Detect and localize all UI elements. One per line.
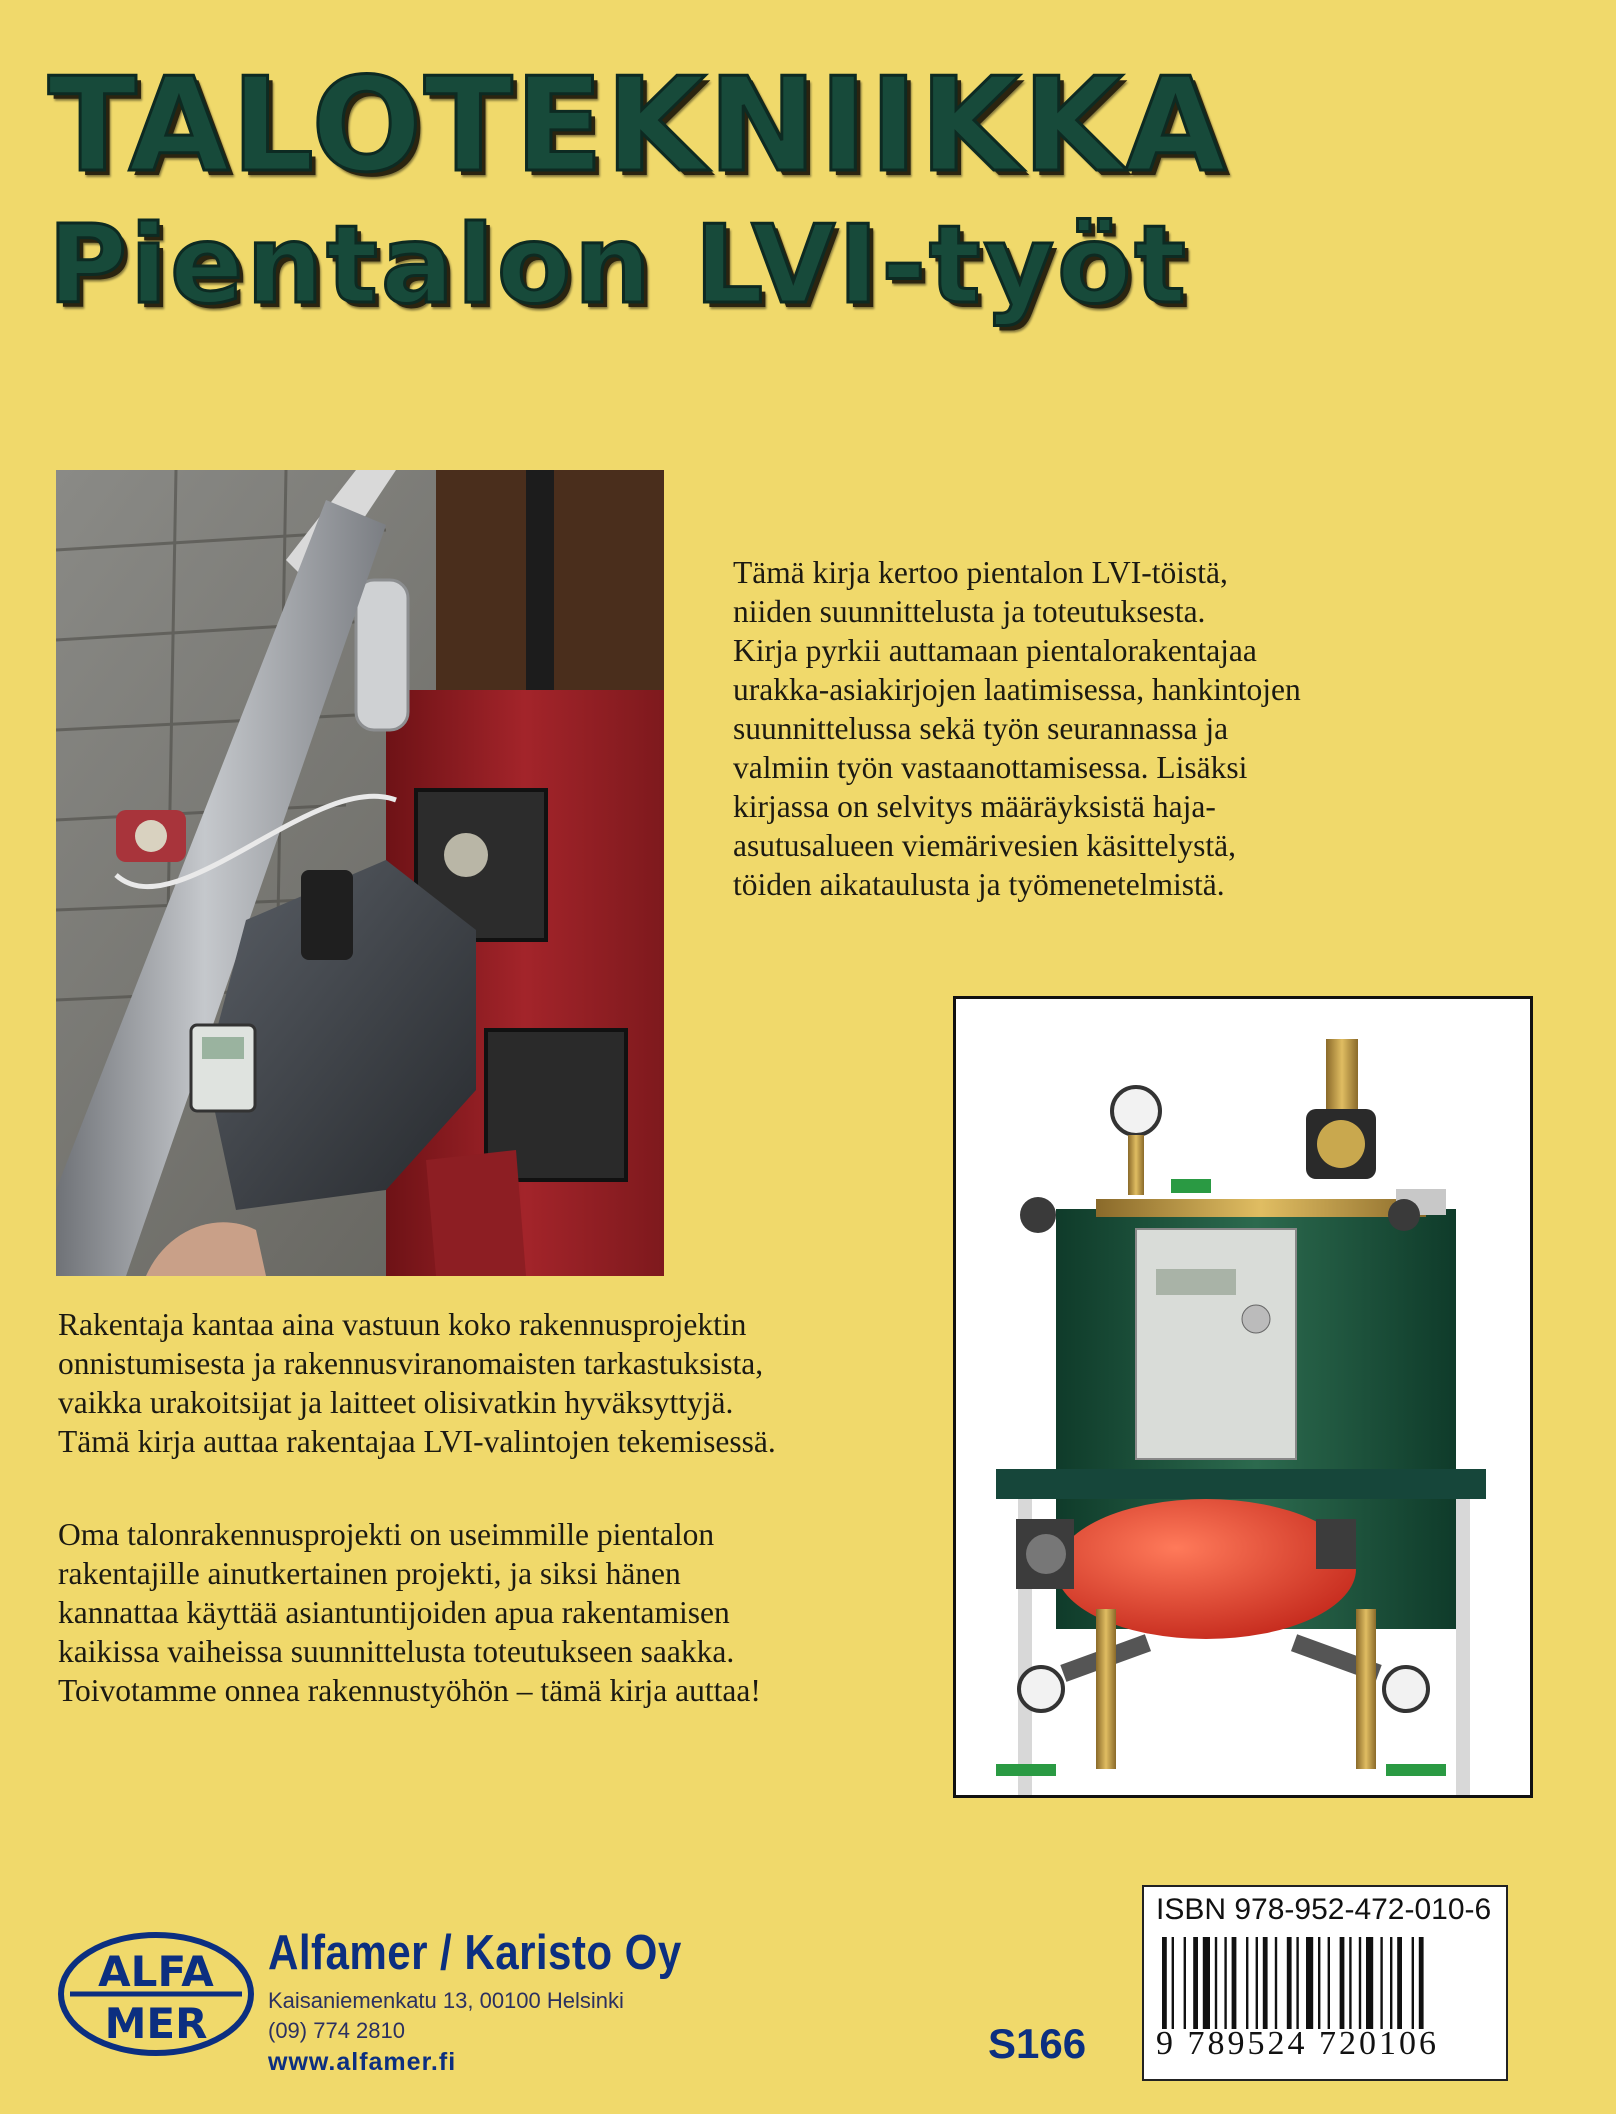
advice-paragraph bbox=[58, 1515, 958, 1710]
title-subtitle: Pientalon LVI-työt bbox=[48, 203, 1189, 328]
text-line: Oma talonrakennusprojekti on useimmille pientalon bbox=[58, 1517, 715, 1552]
book-title bbox=[48, 49, 1488, 328]
barcode-digits: 9 789524 720106 bbox=[1156, 2025, 1439, 2062]
text-line: kaikissa vaiheissa suunnittelusta toteutukseen saakka. bbox=[58, 1634, 735, 1669]
text-line: onnistumisesta ja rakennusviranomaisten tarkastuksista, bbox=[58, 1346, 764, 1381]
text-line: kannattaa käyttää asiantuntijoiden apua rakentamisen bbox=[58, 1595, 730, 1630]
text-line: Tämä kirja auttaa rakentajaa LVI-valintojen tekemisessä. bbox=[58, 1424, 776, 1459]
isbn-label: ISBN 978-952-472-010-6 bbox=[1156, 1893, 1492, 1926]
boiler-burner-photo bbox=[56, 470, 664, 1276]
text-line: Toivotamme onnea rakennustyöhön – tämä kirja auttaa! bbox=[58, 1673, 761, 1708]
publisher-phone: (09) 774 2810 bbox=[268, 2018, 405, 2043]
text-line: Kirja pyrkii auttamaan pientalorakentajaa bbox=[733, 633, 1257, 668]
text-line: Tämä kirja kertoo pientalon LVI-töistä, bbox=[733, 555, 1228, 590]
text-line: kirjassa on selvitys määräyksistä haja- bbox=[733, 789, 1216, 824]
responsibility-paragraph bbox=[58, 1305, 958, 1461]
publisher-address: Kaisaniemenkatu 13, 00100 Helsinki bbox=[268, 1988, 624, 2013]
alfamer-logo bbox=[58, 1932, 254, 2056]
text-line: niiden suunnittelusta ja toteutuksesta. bbox=[733, 594, 1206, 629]
text-line: rakentajille ainutkertainen projekti, ja siksi hänen bbox=[58, 1556, 681, 1591]
product-code: S166 bbox=[988, 2020, 1087, 2067]
text-line: töiden aikataulusta ja työmenetelmistä. bbox=[733, 867, 1225, 902]
isbn-box bbox=[1142, 1885, 1508, 2081]
text-line: Rakentaja kantaa aina vastuun koko rakennusprojektin bbox=[58, 1307, 747, 1342]
heat-distribution-unit-photo bbox=[953, 996, 1533, 1798]
barcode-icon bbox=[1158, 1937, 1494, 2029]
text-line: suunnittelussa sekä työn seurannassa ja bbox=[733, 711, 1229, 746]
text-line: asutusalueen viemärivesien käsittelystä, bbox=[733, 828, 1236, 863]
publisher-website: www.alfamer.fi bbox=[268, 2048, 457, 2076]
title-main: TALOTEKNIIKKA bbox=[48, 49, 1228, 201]
intro-paragraph bbox=[733, 553, 1433, 904]
logo-text-alfa: ALFA bbox=[98, 1947, 214, 1996]
text-line: urakka-asiakirjojen laatimisessa, hankintojen bbox=[733, 672, 1301, 707]
publisher-name: Alfamer / Karisto Oy bbox=[268, 1926, 682, 1980]
logo-text-mer: MER bbox=[104, 1999, 208, 2048]
text-line: vaikka urakoitsijat ja laitteet olisivatkin hyväksyttyjä. bbox=[58, 1385, 734, 1420]
text-line: valmiin työn vastaanottamisessa. Lisäksi bbox=[733, 750, 1248, 785]
